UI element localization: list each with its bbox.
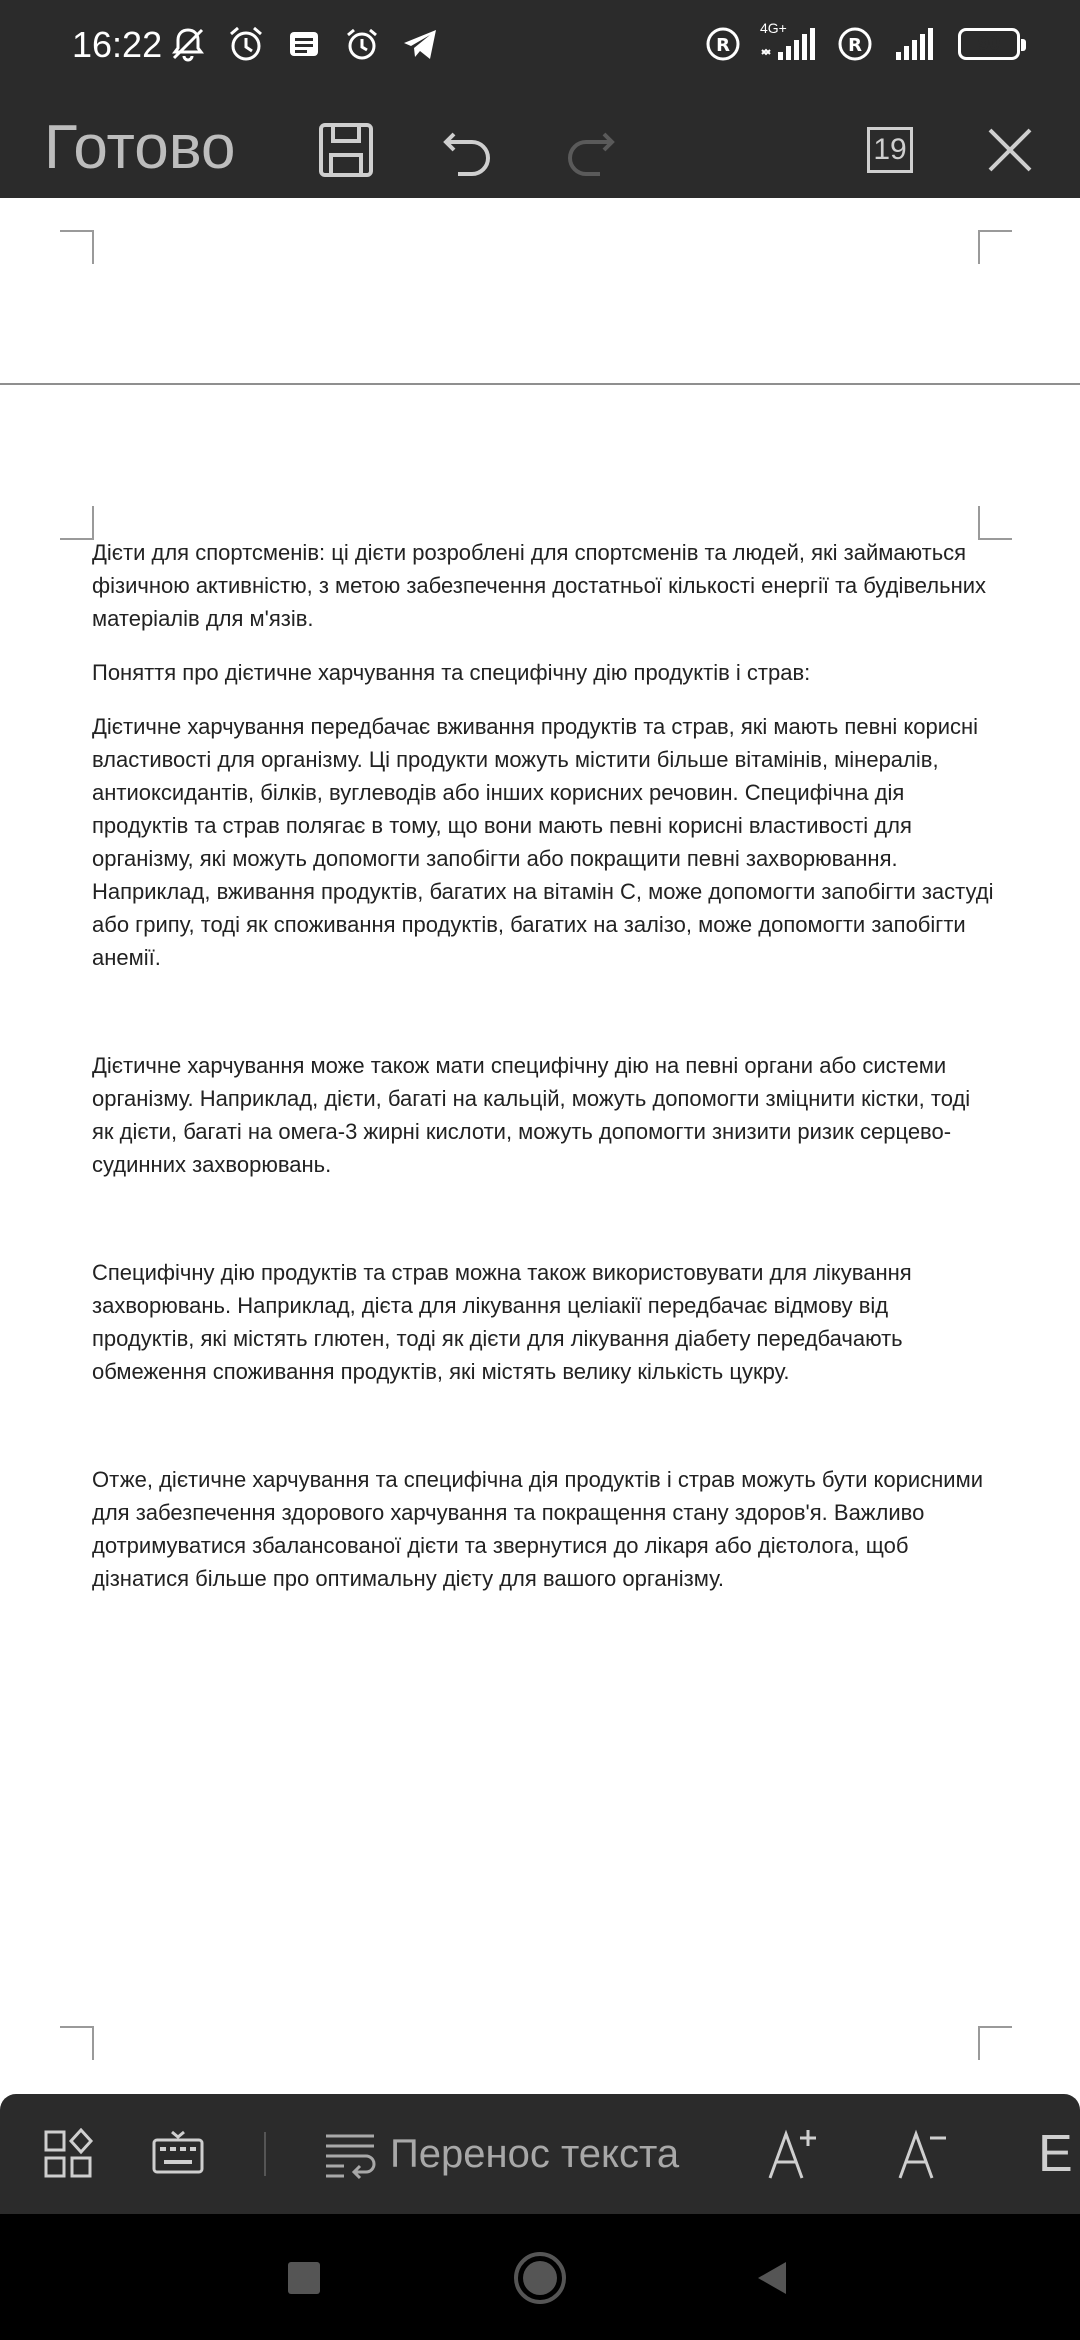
- alarm-icon: [226, 24, 266, 64]
- status-right-icons: [704, 20, 1020, 64]
- signal-icon: [892, 24, 940, 64]
- apps-icon[interactable]: [28, 2118, 108, 2190]
- close-icon[interactable]: [970, 110, 1050, 190]
- battery-icon: [958, 28, 1020, 60]
- page-separator: [0, 383, 1080, 385]
- wrap-text-button[interactable]: Перенос текста: [390, 2132, 680, 2176]
- notification-icon: [284, 24, 324, 64]
- status-time: 16:22: [72, 24, 163, 65]
- page-corner-mark: [978, 230, 1012, 264]
- system-navigation-bar: [0, 2214, 1080, 2340]
- muted-bell-icon: [168, 24, 208, 64]
- battery-level: 90: [977, 33, 1001, 55]
- paragraph: Дієтичне харчування передбачає вживання продуктів та страв, які мають певні корисні властивості для організму. Ці продукти можуть містити більше вітамінів, мінералів, антиоксидантів, білків, вуглеводів або інших корисних речовин. Специфічна дія продуктів та страв полягає в тому, що вони мають певні корисні властивості для організму, які можуть допомогти запобігти або покращити певні захворювання. Наприклад, вживання продуктів, багатих на вітамін С, може допомогти запобігти застуді або грипу, тоді як споживання продуктів, багатих на залізо, може допомогти запобігти анемії.: [92, 714, 994, 970]
- toolbar-divider: [264, 2132, 266, 2176]
- done-button[interactable]: Готово: [44, 113, 236, 182]
- page-corner-mark: [60, 230, 94, 264]
- document-view[interactable]: [0, 198, 1080, 2094]
- paragraph: Отже, дієтичне харчування та специфічна дія продуктів і страв можуть бути корисними для забезпечення здорового харчування та покращення стану здоров'я. Важливо дотримуватися збалансованої дієти та звернутися до лікаря або дієтолога, щоб дізнатися більше про оптимальну дієту для вашого організму.: [92, 1467, 984, 1591]
- paragraph: Дієти для спортсменів: ці дієти розроблені для спортсменів та людей, які займаються фізичною активністю, з метою забезпечення достатньої кількості енергії та будівельних матеріалів для м'язів.: [92, 540, 987, 631]
- redo-icon[interactable]: [550, 110, 630, 190]
- home-button[interactable]: [508, 2246, 572, 2310]
- telegram-icon: [400, 24, 440, 64]
- page-corner-mark: [60, 506, 94, 540]
- status-bar: [0, 0, 1080, 96]
- paragraph: Поняття про дієтичне харчування та специфічну дію продуктів і страв:: [92, 660, 811, 685]
- page-count-button[interactable]: [850, 110, 930, 190]
- paragraph: Специфічну дію продуктів та страв можна також використовувати для лікування захворювань. Наприклад, дієта для лікування целіакії передбачає відмову від продуктів, які містять глютен, тоді як дієти для лікування діабету передбачають обмеження споживання продуктів, які містять велику кількість цукру.: [92, 1260, 912, 1384]
- text-wrap-icon[interactable]: [310, 2118, 390, 2190]
- paragraph: Дієтичне харчування може також мати специфічну дію на певні органи або системи організму. Наприклад, дієти, багаті на кальцій, можуть допомогти зміцнити кістки, тоді як дієти, багаті на омега-3 жирні кислоти, можуть допомогти знизити ризик серцево-судинних захворювань.: [92, 1053, 971, 1177]
- undo-icon[interactable]: [428, 110, 508, 190]
- font-increase-icon[interactable]: [754, 2118, 834, 2190]
- recent-apps-button[interactable]: [272, 2246, 336, 2310]
- status-left-icons: [168, 24, 440, 64]
- font-decrease-icon[interactable]: [884, 2118, 964, 2190]
- format-toolbar: [0, 2094, 1080, 2214]
- alarm-icon: [342, 24, 382, 64]
- keyboard-icon[interactable]: [138, 2118, 218, 2190]
- svg-text:R: R: [848, 35, 862, 56]
- editor-toolbar: [0, 96, 1080, 198]
- page-corner-mark: [60, 2026, 94, 2060]
- roaming-icon: [704, 25, 742, 63]
- signal-4g-icon: [760, 20, 818, 64]
- network-type-label: 4G+: [760, 20, 787, 36]
- svg-text:R: R: [716, 35, 730, 56]
- more-format-button[interactable]: E: [1038, 2125, 1073, 2183]
- save-icon[interactable]: [306, 110, 386, 190]
- page-corner-mark: [978, 506, 1012, 540]
- page-corner-mark: [978, 2026, 1012, 2060]
- roaming-icon: [836, 25, 874, 63]
- page-count: 19: [873, 133, 907, 166]
- document-body: [92, 536, 994, 1595]
- back-button[interactable]: [740, 2246, 804, 2310]
